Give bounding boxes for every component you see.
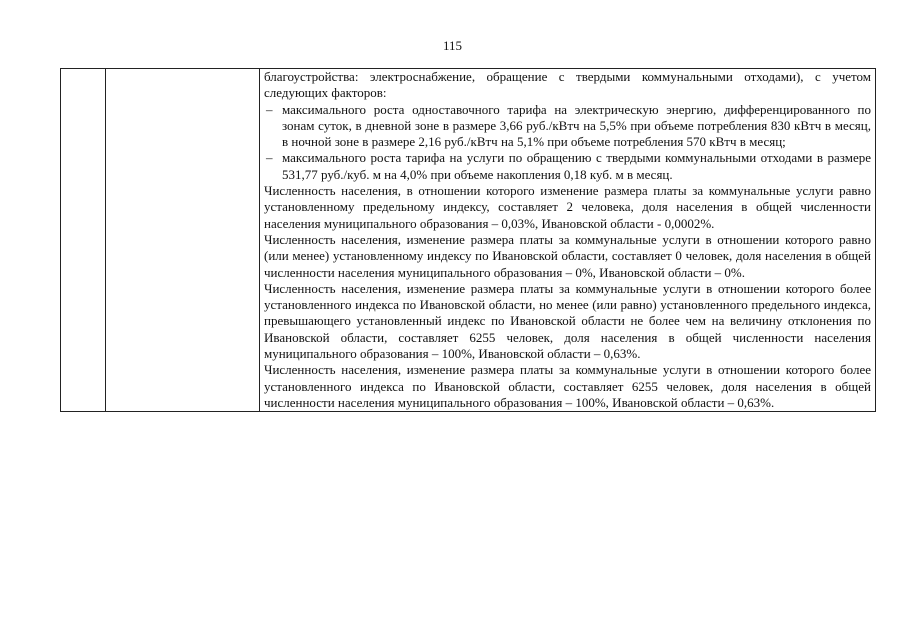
- table-cell-number: [61, 69, 106, 412]
- document-table: [60, 68, 876, 412]
- list-dash: –: [266, 150, 273, 166]
- table-row: [61, 69, 876, 412]
- factor-text: максимального роста тарифа на услуги по обращению с твердыми коммунальными отходами в размере 531,77 руб./куб. м на 4,0% при объеме накопления 0,18 куб. м в месяц.: [282, 150, 871, 182]
- population-paragraph: Численность населения, изменение размера платы за коммунальные услуги в отношении которого более установленного индекса по Ивановской области, но менее (или равно) установленного предельного индекса, превышающего установленный индекс по Ивановской области не более чем на величину отклонения по Ивановской области, составляет 6255 человек, доля населения в общей численности населения муниципального образования – 100%, Ивановской области – 0,63%.: [264, 280, 871, 362]
- list-dash: –: [266, 101, 273, 117]
- page-number: 115: [442, 38, 463, 53]
- population-paragraph: Численность населения, в отношении которого изменение размера платы за коммунальные услуги равно установленному предельному индексу, составляет 2 человека, доля населения в общей численности населения муниципального образования – 0,03%, Ивановской области - 0,0002%.: [264, 183, 871, 231]
- factor-text: максимального роста одноставочного тарифа на электрическую энергию, дифференцированного по зонам суток, в дневной зоне в размере 3,66 руб./кВтч на 5,5% при объеме потребления 830 кВтч в месяц, в ночной зоне в размере 2,16 руб./кВтч на 5,1% при объеме потребления 570 кВтч в месяц;: [282, 101, 871, 150]
- factor-item: [264, 102, 871, 151]
- table-cell-name: [106, 69, 260, 412]
- intro-paragraph: благоустройства: электроснабжение, обращение с твердыми коммунальными отходами), с учетом следующих факторов:: [264, 69, 871, 101]
- table-cell-description: [260, 69, 876, 412]
- factor-item: [264, 150, 871, 183]
- population-paragraph: Численность населения, изменение размера платы за коммунальные услуги в отношении которого равно (или менее) установленному индексу по Ивановской области, составляет 0 человек, доля населения в общей численности населения муниципального образования – 0%, Ивановской области – 0%.: [264, 231, 871, 280]
- population-paragraph: Численность населения, изменение размера платы за коммунальные услуги в отношении которого более установленного индекса по Ивановской области, составляет 6255 человек, доля населения в общей численности населения муниципального образования – 100%, Ивановской области – 0,63%.: [264, 362, 871, 410]
